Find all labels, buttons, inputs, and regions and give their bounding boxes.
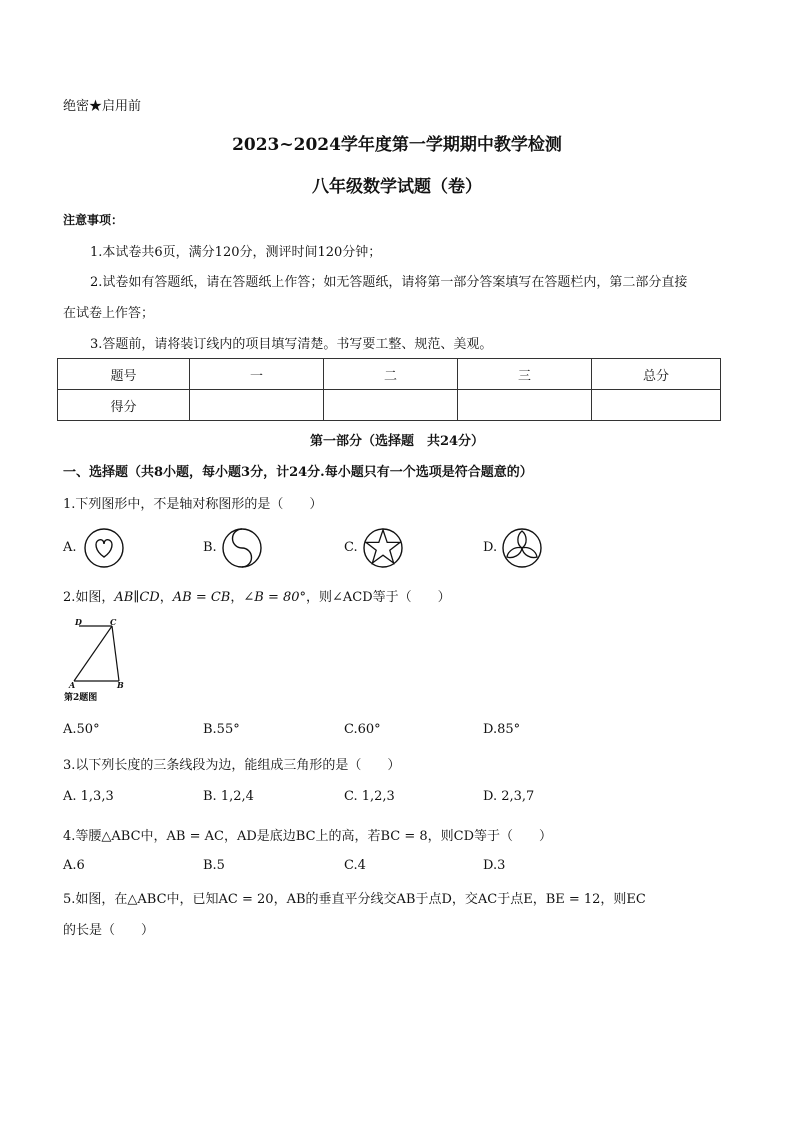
score-input-part1[interactable] xyxy=(190,390,324,421)
question-4-stem: 4.等腰△ABC中，AB = AC，AD是底边BC上的高，若BC = 8，则CD等于（ ） xyxy=(63,829,553,844)
question-5-stem-cont: 的长是（ ） xyxy=(63,923,155,938)
q2-condition-angle: ∠B = 80° xyxy=(243,590,307,605)
score-input-total[interactable] xyxy=(592,390,721,421)
q2-stem-prefix: 2.如图， xyxy=(63,590,115,605)
q2-figure-label-c: C xyxy=(110,617,117,627)
exam-title: 2023~2024学年度第一学期期中教学检测 xyxy=(232,135,562,155)
part1-heading: 第一部分（选择题 共24分） xyxy=(309,434,485,449)
notes-heading: 注意事项： xyxy=(63,213,124,227)
score-cell-label: 题号 xyxy=(58,359,190,390)
q4-option-d: D.3 xyxy=(483,858,506,873)
q3-option-c: C. 1,2,3 xyxy=(344,789,395,804)
note-item-3: 3.答题前，请将装订线内的项目填写清楚。书写要工整、规范、美观。 xyxy=(90,337,493,352)
q4-option-a: A.6 xyxy=(63,858,85,873)
q2-figure-caption: 第2题图 xyxy=(64,693,98,703)
q1-option-d-label: D. xyxy=(483,540,498,555)
score-table-score-row xyxy=(58,390,721,421)
q1-option-a-label: A. xyxy=(63,540,77,555)
question-5-stem: 5.如图，在△ABC中，已知AC = 20，AB的垂直平分线交AB于点D，交AC于点E，BE = 12，则EC xyxy=(63,892,646,907)
note-item-1: 1.本试卷共6页，满分120分，测评时间120分钟； xyxy=(90,245,382,260)
q2-sep-2: ， xyxy=(230,590,244,605)
q2-sep-1: ， xyxy=(159,590,173,605)
exam-subtitle: 八年级数学试题（卷） xyxy=(312,177,482,197)
score-cell-part2: 二 xyxy=(324,359,458,390)
q1-option-a-figure xyxy=(82,526,126,570)
q2-figure-label-d: D xyxy=(75,617,82,627)
q2-condition-parallel: AB∥CD xyxy=(114,590,160,605)
score-table xyxy=(57,358,721,421)
question-1-stem: 1.下列图形中，不是轴对称图形的是（ ） xyxy=(63,497,323,512)
q1-option-c-label: C. xyxy=(344,540,358,555)
q2-stem-suffix: ，则∠ACD等于（ ） xyxy=(306,590,451,605)
q3-option-b: B. 1,2,4 xyxy=(203,789,254,804)
q2-figure-label-b: B xyxy=(117,680,124,690)
question-3-stem: 3.以下列长度的三条线段为边，能组成三角形的是（ ） xyxy=(63,758,401,773)
q3-option-a: A. 1,3,3 xyxy=(63,789,114,804)
score-cell-total: 总分 xyxy=(592,359,721,390)
q2-option-c: C.60° xyxy=(344,722,381,737)
score-cell-part3: 三 xyxy=(458,359,592,390)
score-input-part2[interactable] xyxy=(324,390,458,421)
q3-option-d: D. 2,3,7 xyxy=(483,789,535,804)
q1-option-b-figure xyxy=(220,526,264,570)
score-row-label: 得分 xyxy=(58,390,190,421)
q2-option-a: A.50° xyxy=(63,722,100,737)
confidential-label: 绝密★启用前 xyxy=(63,99,142,114)
q4-option-c: C.4 xyxy=(344,858,366,873)
q2-condition-equal: AB = CB xyxy=(172,590,231,605)
q1-option-b-label: B. xyxy=(203,540,217,555)
q1-option-c-figure xyxy=(361,526,405,570)
note-item-2: 2.试卷如有答题纸，请在答题纸上作答；如无答题纸，请将第一部分答案填写在答题栏内，第二部分直接 xyxy=(90,275,688,290)
question-2-stem xyxy=(63,586,451,605)
q2-option-b: B.55° xyxy=(203,722,240,737)
score-input-part3[interactable] xyxy=(458,390,592,421)
score-table-header-row xyxy=(58,359,721,390)
section1-heading: 一、选择题（共8小题，每小题3分，计24分.每小题只有一个选项是符合题意的） xyxy=(63,465,533,480)
q2-figure-label-a: A xyxy=(69,680,76,690)
q1-option-d-figure xyxy=(500,526,544,570)
q2-option-d: D.85° xyxy=(483,722,521,737)
score-cell-part1: 一 xyxy=(190,359,324,390)
note-item-2-cont: 在试卷上作答； xyxy=(63,306,155,321)
q4-option-b: B.5 xyxy=(203,858,225,873)
